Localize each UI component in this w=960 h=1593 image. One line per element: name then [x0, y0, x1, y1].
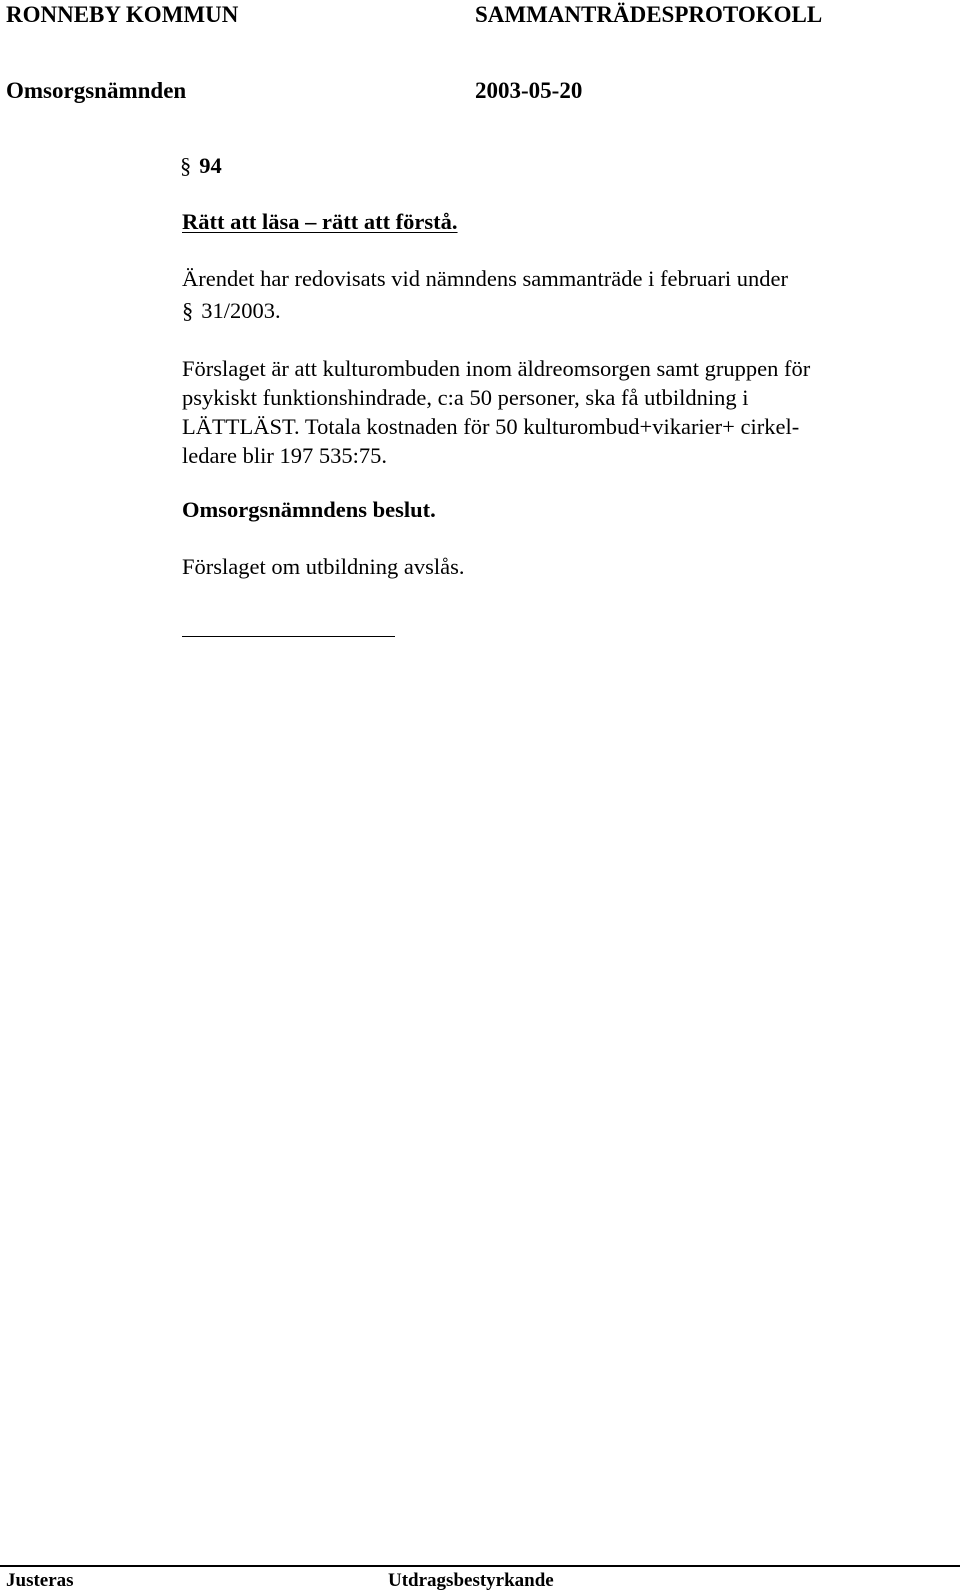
reference-line-1: Ärendet har redovisats vid nämndens sammanträde i februari under	[182, 266, 789, 291]
meeting-date: 2003-05-20	[475, 78, 583, 103]
footer-rule	[0, 1565, 960, 1567]
paragraph-symbol: §	[180, 153, 192, 178]
organization-name: RONNEBY KOMMUN	[6, 2, 239, 27]
decision-text: Förslaget om utbildning avslås.	[182, 554, 465, 579]
paragraph-number	[180, 155, 222, 178]
reference-line-2	[182, 300, 281, 323]
proposal-line: Förslaget är att kulturombuden inom äldreomsorgen samt gruppen för	[182, 356, 811, 381]
committee-name: Omsorgsnämnden	[6, 78, 187, 103]
paragraph-number-value: 94	[199, 153, 222, 178]
proposal-line: ledare blir 197 535:75.	[182, 443, 387, 468]
reference-paragraph-value: 31/2003.	[201, 298, 281, 323]
decision-heading: Omsorgsnämndens beslut.	[182, 497, 436, 522]
document-type: SAMMANTRÄDESPROTOKOLL	[475, 2, 823, 27]
section-end-rule	[182, 636, 395, 637]
proposal-paragraph	[182, 354, 882, 470]
proposal-line: psykiskt funktionshindrade, c:a 50 personer, ska få utbildning i	[182, 385, 749, 410]
reference-paragraph-symbol: §	[182, 298, 194, 323]
section-title: Rätt att läsa – rätt att förstå.	[182, 209, 458, 234]
proposal-line: LÄTTLÄST. Totala kostnaden för 50 kulturombud+vikarier+ cirkel-	[182, 414, 800, 439]
footer-utdragsbestyrkande: Utdragsbestyrkande	[388, 1570, 554, 1591]
footer-justeras: Justeras	[6, 1570, 74, 1591]
